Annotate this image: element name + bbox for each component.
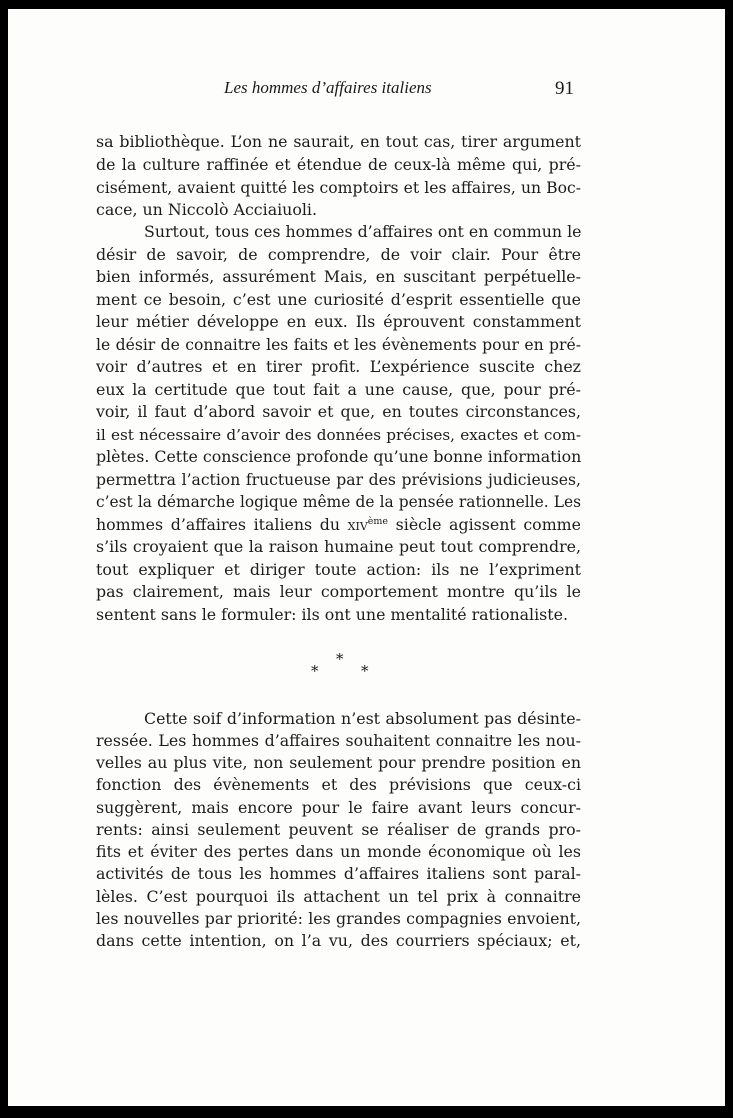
- text-line: voir d’autres et en tirer profit. L’expérience suscite chez: [96, 357, 581, 376]
- asterisk: *: [311, 662, 319, 680]
- page-number: 91: [555, 78, 574, 99]
- text-line: voir, il faut d’abord savoir et que, en toutes circonstances,: [96, 402, 581, 421]
- text-line: fits et éviter des pertes dans un monde économique où les: [96, 842, 581, 861]
- text-line: suggèrent, mais encore pour le faire avant leurs concur-: [96, 798, 581, 817]
- section-separator: [306, 650, 376, 690]
- text-line: bien informés, assurément Mais, en suscitant perpétuelle-: [96, 267, 581, 286]
- text-line: désir de savoir, de comprendre, de voir clair. Pour être: [96, 245, 581, 264]
- century-roman-numeral: xiv: [347, 515, 368, 534]
- text-line-with-century: [96, 514, 581, 536]
- text-line: sentent sans le formuler: ils ont une mentalité rationaliste.: [96, 605, 568, 624]
- text-line: leur métier développe en eux. Ils éprouvent constamment: [96, 312, 581, 331]
- text-line: permettra l’action fructueuse par des prévisions judicieuses,: [96, 471, 581, 489]
- text-line: lèles. C’est pourquoi ils attachent un tel prix à connaitre: [96, 887, 581, 906]
- text-line: activités de tous les hommes d’affaires italiens sont paral-: [96, 864, 581, 883]
- text-line: plètes. Cette conscience profonde qu’une bonne information: [96, 447, 582, 466]
- text-line: s’ils croyaient que la raison humaine peut tout comprendre,: [96, 537, 581, 556]
- century-text-before: hommes d’affaires italiens du: [96, 515, 348, 534]
- text-line: sa bibliothèque. L’on ne saurait, en tout cas, tirer argument: [96, 132, 581, 151]
- asterisk: *: [336, 650, 344, 668]
- text-line: rents: ainsi seulement peuvent se réaliser de grands pro-: [96, 820, 581, 839]
- text-line: cisément, avaient quitté les comptoirs et les affaires, un Boc-: [96, 179, 581, 197]
- century-superscript: ème: [367, 516, 389, 527]
- asterisk: *: [361, 662, 369, 680]
- text-line: dans cette intention, on l’a vu, des courriers spéciaux; et,: [96, 931, 581, 950]
- text-line: Surtout, tous ces hommes d’affaires ont en commun le: [144, 222, 582, 241]
- text-line: velles au plus vite, non seulement pour prendre position en: [96, 753, 581, 772]
- text-line: le désir de connaitre les faits et les évènements pour en pré-: [96, 336, 581, 354]
- text-line: ressée. Les hommes d’affaires souhaitent connaitre les nou-: [96, 731, 581, 750]
- text-line: pas clairement, mais leur comportement montre qu’ils le: [96, 582, 581, 601]
- text-line: eux la certitude que tout fait a une cause, que, pour pré-: [96, 380, 581, 399]
- century-text-after: siècle agissent comme: [388, 515, 582, 534]
- text-line: c’est la démarche logique même de la pensée rationnelle. Les: [96, 493, 581, 511]
- text-line: ment ce besoin, c’est une curiosité d’esprit essentielle que: [96, 290, 581, 309]
- page-header: [96, 78, 574, 104]
- running-title: Les hommes d’affaires italiens: [224, 78, 432, 97]
- text-line: Cette soif d’information n’est absolument pas désinte-: [144, 709, 581, 728]
- text-line: les nouvelles par priorité: les grandes compagnies envoient,: [96, 909, 581, 928]
- text-line: tout expliquer et diriger toute action: ils ne l’expriment: [96, 560, 581, 579]
- text-line: cace, un Niccolò Acciaiuoli.: [96, 200, 317, 219]
- text-line: il est nécessaire d’avoir des données précises, exactes et com-: [96, 426, 581, 444]
- text-line: fonction des évènements et des prévisions que ceux-ci: [96, 775, 581, 794]
- text-line: de la culture raffinée et étendue de ceux-là même qui, pré-: [96, 155, 581, 174]
